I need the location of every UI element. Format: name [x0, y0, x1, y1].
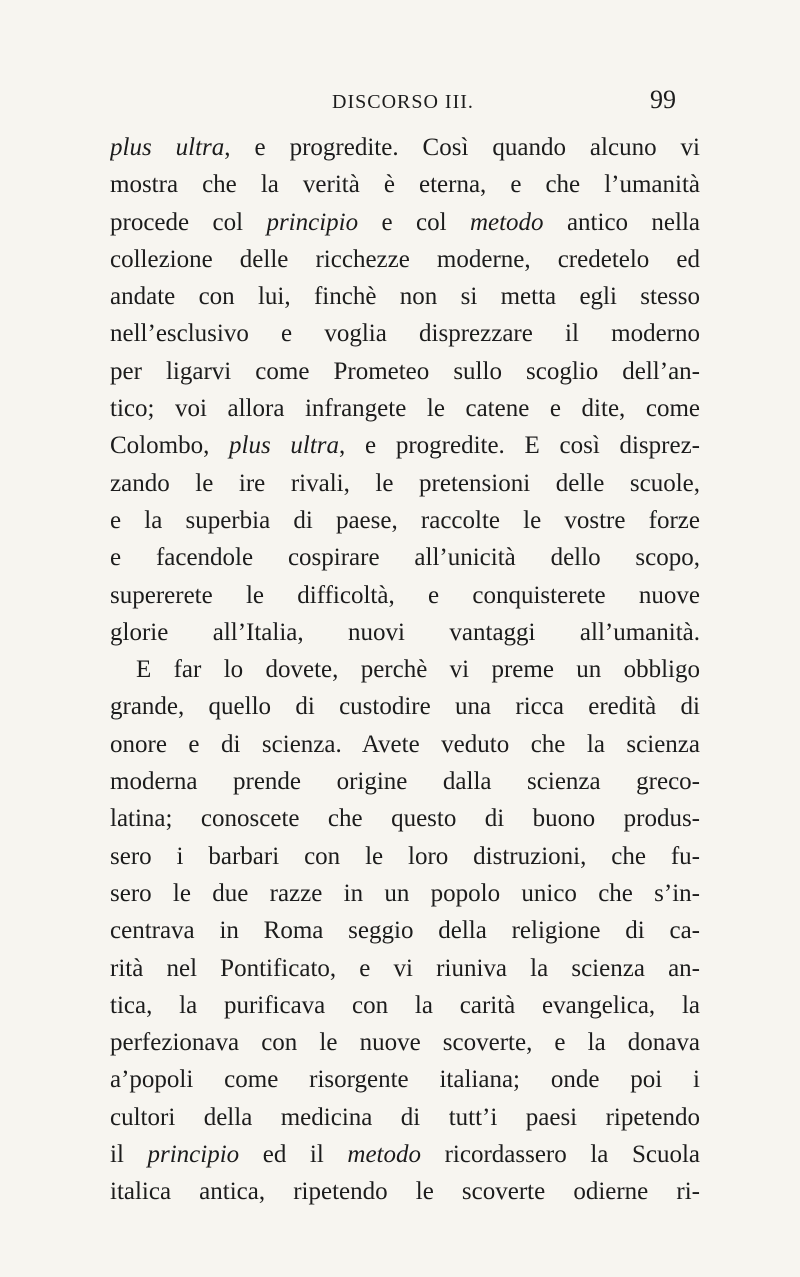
- text-line: [110, 950, 700, 987]
- italic-text: plus ultra: [110, 134, 225, 161]
- text-line: [110, 539, 700, 576]
- text-line: [110, 241, 700, 278]
- text-segment: e col: [358, 208, 470, 236]
- text-line: [110, 390, 700, 427]
- text-segment: perfezionava con le nuove scoverte, e la donava: [110, 1029, 700, 1057]
- italic-text: plus ultra: [229, 432, 340, 460]
- text-segment: nell’esclusivo e voglia disprezzare il moderno: [110, 320, 700, 348]
- text-segment: ed il: [239, 1141, 348, 1169]
- text-line: [110, 1061, 700, 1098]
- text-segment: , e progredite. Così quando alcuno vi: [224, 134, 700, 161]
- text-segment: e la superbia di paese, raccolte le vostre forze: [110, 506, 700, 534]
- text-segment: procede col: [110, 208, 267, 236]
- body-text: [110, 129, 700, 1211]
- text-line: [110, 614, 700, 651]
- running-head: DISCORSO III.: [332, 91, 474, 113]
- text-line: [110, 1173, 700, 1210]
- text-segment: moderna prende origine dalla scienza greco-: [110, 768, 700, 796]
- text-segment: antico nella: [543, 208, 700, 236]
- text-line: [110, 875, 700, 912]
- page-number: 99: [650, 85, 676, 114]
- text-line: [110, 577, 700, 614]
- italic-text: principio: [266, 208, 359, 236]
- text-segment: , e progredite. E così disprez-: [339, 432, 700, 460]
- text-line: [110, 651, 700, 688]
- text-line: [110, 688, 700, 725]
- text-line: [110, 1024, 700, 1061]
- text-segment: cultori della medicina di tutt’i paesi ripetendo: [110, 1103, 700, 1131]
- text-segment: italica antica, ripetendo le scoverte odierne ri-: [110, 1178, 700, 1206]
- text-segment: per ligarvi come Prometeo sullo scoglio dell’an-: [110, 357, 700, 385]
- text-line: [110, 1136, 700, 1173]
- text-segment: centrava in Roma seggio della religione di ca-: [110, 917, 700, 945]
- italic-text: metodo: [347, 1141, 421, 1169]
- text-line: [110, 800, 700, 837]
- text-line: [110, 427, 700, 464]
- text-line: [110, 465, 700, 502]
- text-line: [110, 502, 700, 539]
- text-segment: Colombo,: [110, 432, 230, 460]
- text-segment: zando le ire rivali, le pretensioni delle scuole,: [110, 469, 700, 497]
- text-line: [110, 987, 700, 1024]
- text-segment: E far lo dovete, perchè vi preme un obbligo: [136, 656, 700, 684]
- text-segment: tica, la purificava con la carità evangelica, la: [110, 991, 700, 1019]
- text-segment: sero i barbari con le loro distruzioni, che fu-: [110, 842, 700, 870]
- text-segment: supererete le difficoltà, e conquisterete nuove: [110, 581, 700, 609]
- text-line: [110, 1099, 700, 1136]
- text-segment: sero le due razze in un popolo unico che s’in-: [110, 879, 700, 907]
- text-segment: e facendole cospirare all’unicità dello scopo,: [110, 544, 700, 572]
- text-segment: latina; conoscete che questo di buono produs-: [110, 805, 700, 833]
- page-header: [0, 85, 800, 121]
- text-line: [110, 204, 700, 241]
- text-segment: il: [110, 1141, 148, 1169]
- text-segment: mostra che la verità è eterna, e che l’umanità: [110, 171, 700, 199]
- text-line: [110, 763, 700, 800]
- italic-text: metodo: [469, 208, 544, 236]
- text-segment: glorie all’Italia, nuovi vantaggi all’umanità.: [110, 618, 700, 646]
- text-segment: tico; voi allora infrangete le catene e dite, come: [110, 395, 700, 423]
- text-segment: a’popoli come risorgente italiana; onde poi i: [110, 1066, 700, 1094]
- text-line: [110, 129, 700, 166]
- text-segment: onore e di scienza. Avete veduto che la scienza: [110, 730, 700, 758]
- text-line: [110, 315, 700, 352]
- italic-text: principio: [147, 1141, 240, 1169]
- text-line: [110, 912, 700, 949]
- text-line: [110, 353, 700, 390]
- text-segment: collezione delle ricchezze moderne, credetelo ed: [110, 245, 700, 273]
- text-line: [110, 278, 700, 315]
- text-line: [110, 726, 700, 763]
- text-line: [110, 838, 700, 875]
- text-segment: ricordassero la Scuola: [421, 1141, 700, 1169]
- text-segment: grande, quello di custodire una ricca eredità di: [110, 693, 700, 721]
- text-segment: andate con lui, finchè non si metta egli stesso: [110, 283, 700, 311]
- text-segment: rità nel Pontificato, e vi riuniva la scienza an-: [110, 954, 700, 982]
- text-line: [110, 166, 700, 203]
